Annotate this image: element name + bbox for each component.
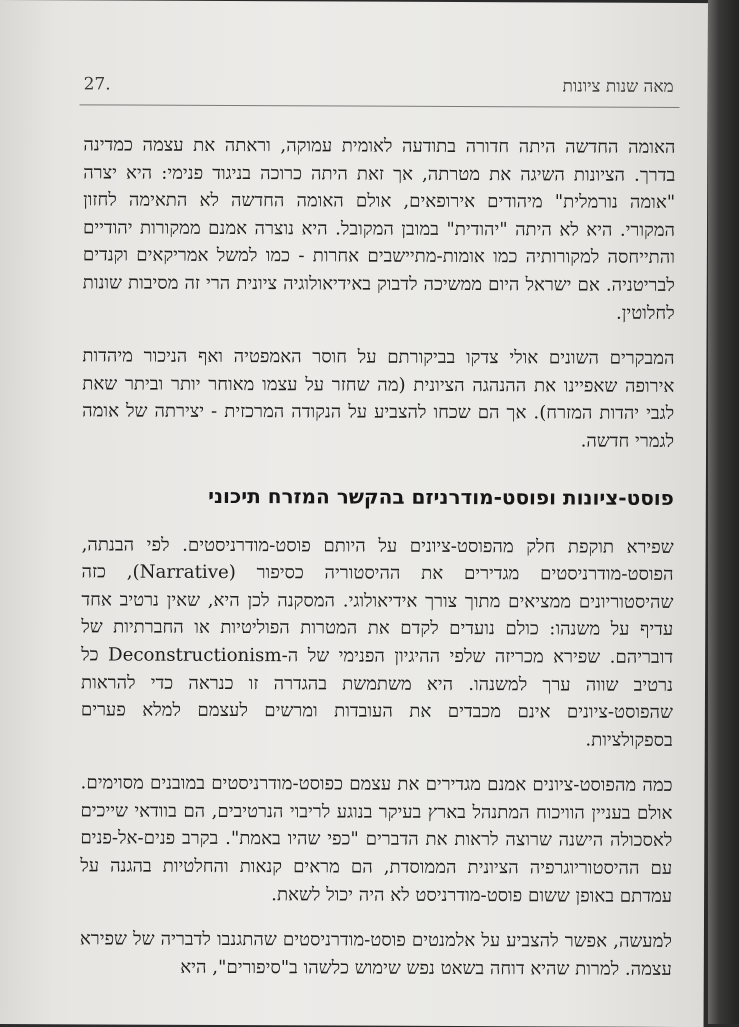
paragraph: המבקרים השונים אולי צדקו בביקורתם על חוסר האמפטיה ואף הניכור מיהדות אירופה שאפיינו את ההנהגה הציונית (מה שחזר על עצמו מאוחר יותר וביתר שאת לגבי יהדות המזרח). אך הם שכחו להצביע על הנקודה המרכזית - יצירתה של אומה לגמרי חדשה.: [82, 345, 675, 452]
paragraph: כמה מהפוסט-ציונים אמנם מגדירים את עצמם כפוסט-מודרניסטים במובנים מסוימים. אולם בעניין הוויכוח המתנהל בארץ בעיקר בנוגע לריבוי הנרטיבים, הם בוודאי שייכים לאסכולה הישנה שרוצה לראות את הדברים "כפי שהיו באמת". בקרב פנים-אל-פנים עם ההיסטוריוגרפיה הציונית הממוסדת, הם מראים קנאות והחלטיות בהגנה על עמדתם באופן ששום פוסט-מודרניסט לא היה יכול לשאת.: [80, 772, 673, 907]
header-rule: [80, 104, 680, 108]
body-text: [80, 131, 676, 1001]
page-edge-shadow: [708, 0, 739, 1024]
paragraph: למעשה, אפשר להצביע על אלמנטים פוסט-מודרניסטים שהתגנבו לדבריה של שפירא עצמה. למרות שהיא דוחה בשאט נפש שימוש כלשהו ב"סיפורים", היא: [79, 928, 672, 980]
page-number: 27.: [83, 74, 111, 95]
paragraph: האומה החדשה היתה חדורה בתודעה לאומית עמוקה, וראתה את עצמה כמדינה בדרך. הציונות השיגה את מטרתה, אך זאת היתה כרוכה בניגוד פנימי: היא יצרה "אומה נורמלית" מיהודים אירופאים, אולם האומה החדשה לא התאימה לחזון המקורי. היא לא היתה "יהודית" במובן המקובל. היא נוצרה אמנם ממקורות יהודיים והתייחסה למקורותיה כמו אומות-מתיישבים אחרות - כמו למשל אמריקאים וקנדים לבריטניה. אם ישראל היום ממשיכה לדבוק באידיאולוגיה ציונית הרי זה מסיבות שונות לחלוטין.: [82, 134, 676, 324]
running-header: [84, 74, 674, 103]
section-heading: פוסט-ציונות ופוסט-מודרניזם בהקשר המזרח תיכוני: [208, 483, 674, 510]
paragraph: שפירא תוקפת חלק מהפוסט-ציונים על היותם פוסט-מודרניסטים. לפי הבנתה, הפוסט-מודרניסטים מגדירים את ההיסטוריה כסיפור (Narrative), כזה שהיסטוריונים ממציאים מתוך צורך אידיאולוגי. המסקנה לכן היא, שאין נרטיב אחד עדיף על משנהו: כולם נועדים לקדם את המטרות הפוליטיות או החברתיות של דובריהם. שפירא מכריזה שלפי ההיגיון הפנימי של ה-Deconstructionism כל נרטיב שווה ערך למשנהו. היא משתמשת בהגדרה זו כנראה כדי להראות שהפוסט-ציונים אינם מכבדים את העובדות ומרשים לעצמם למלא פערים בספקולציות.: [80, 533, 674, 751]
book-title: מאה שנות ציונות: [562, 76, 674, 97]
